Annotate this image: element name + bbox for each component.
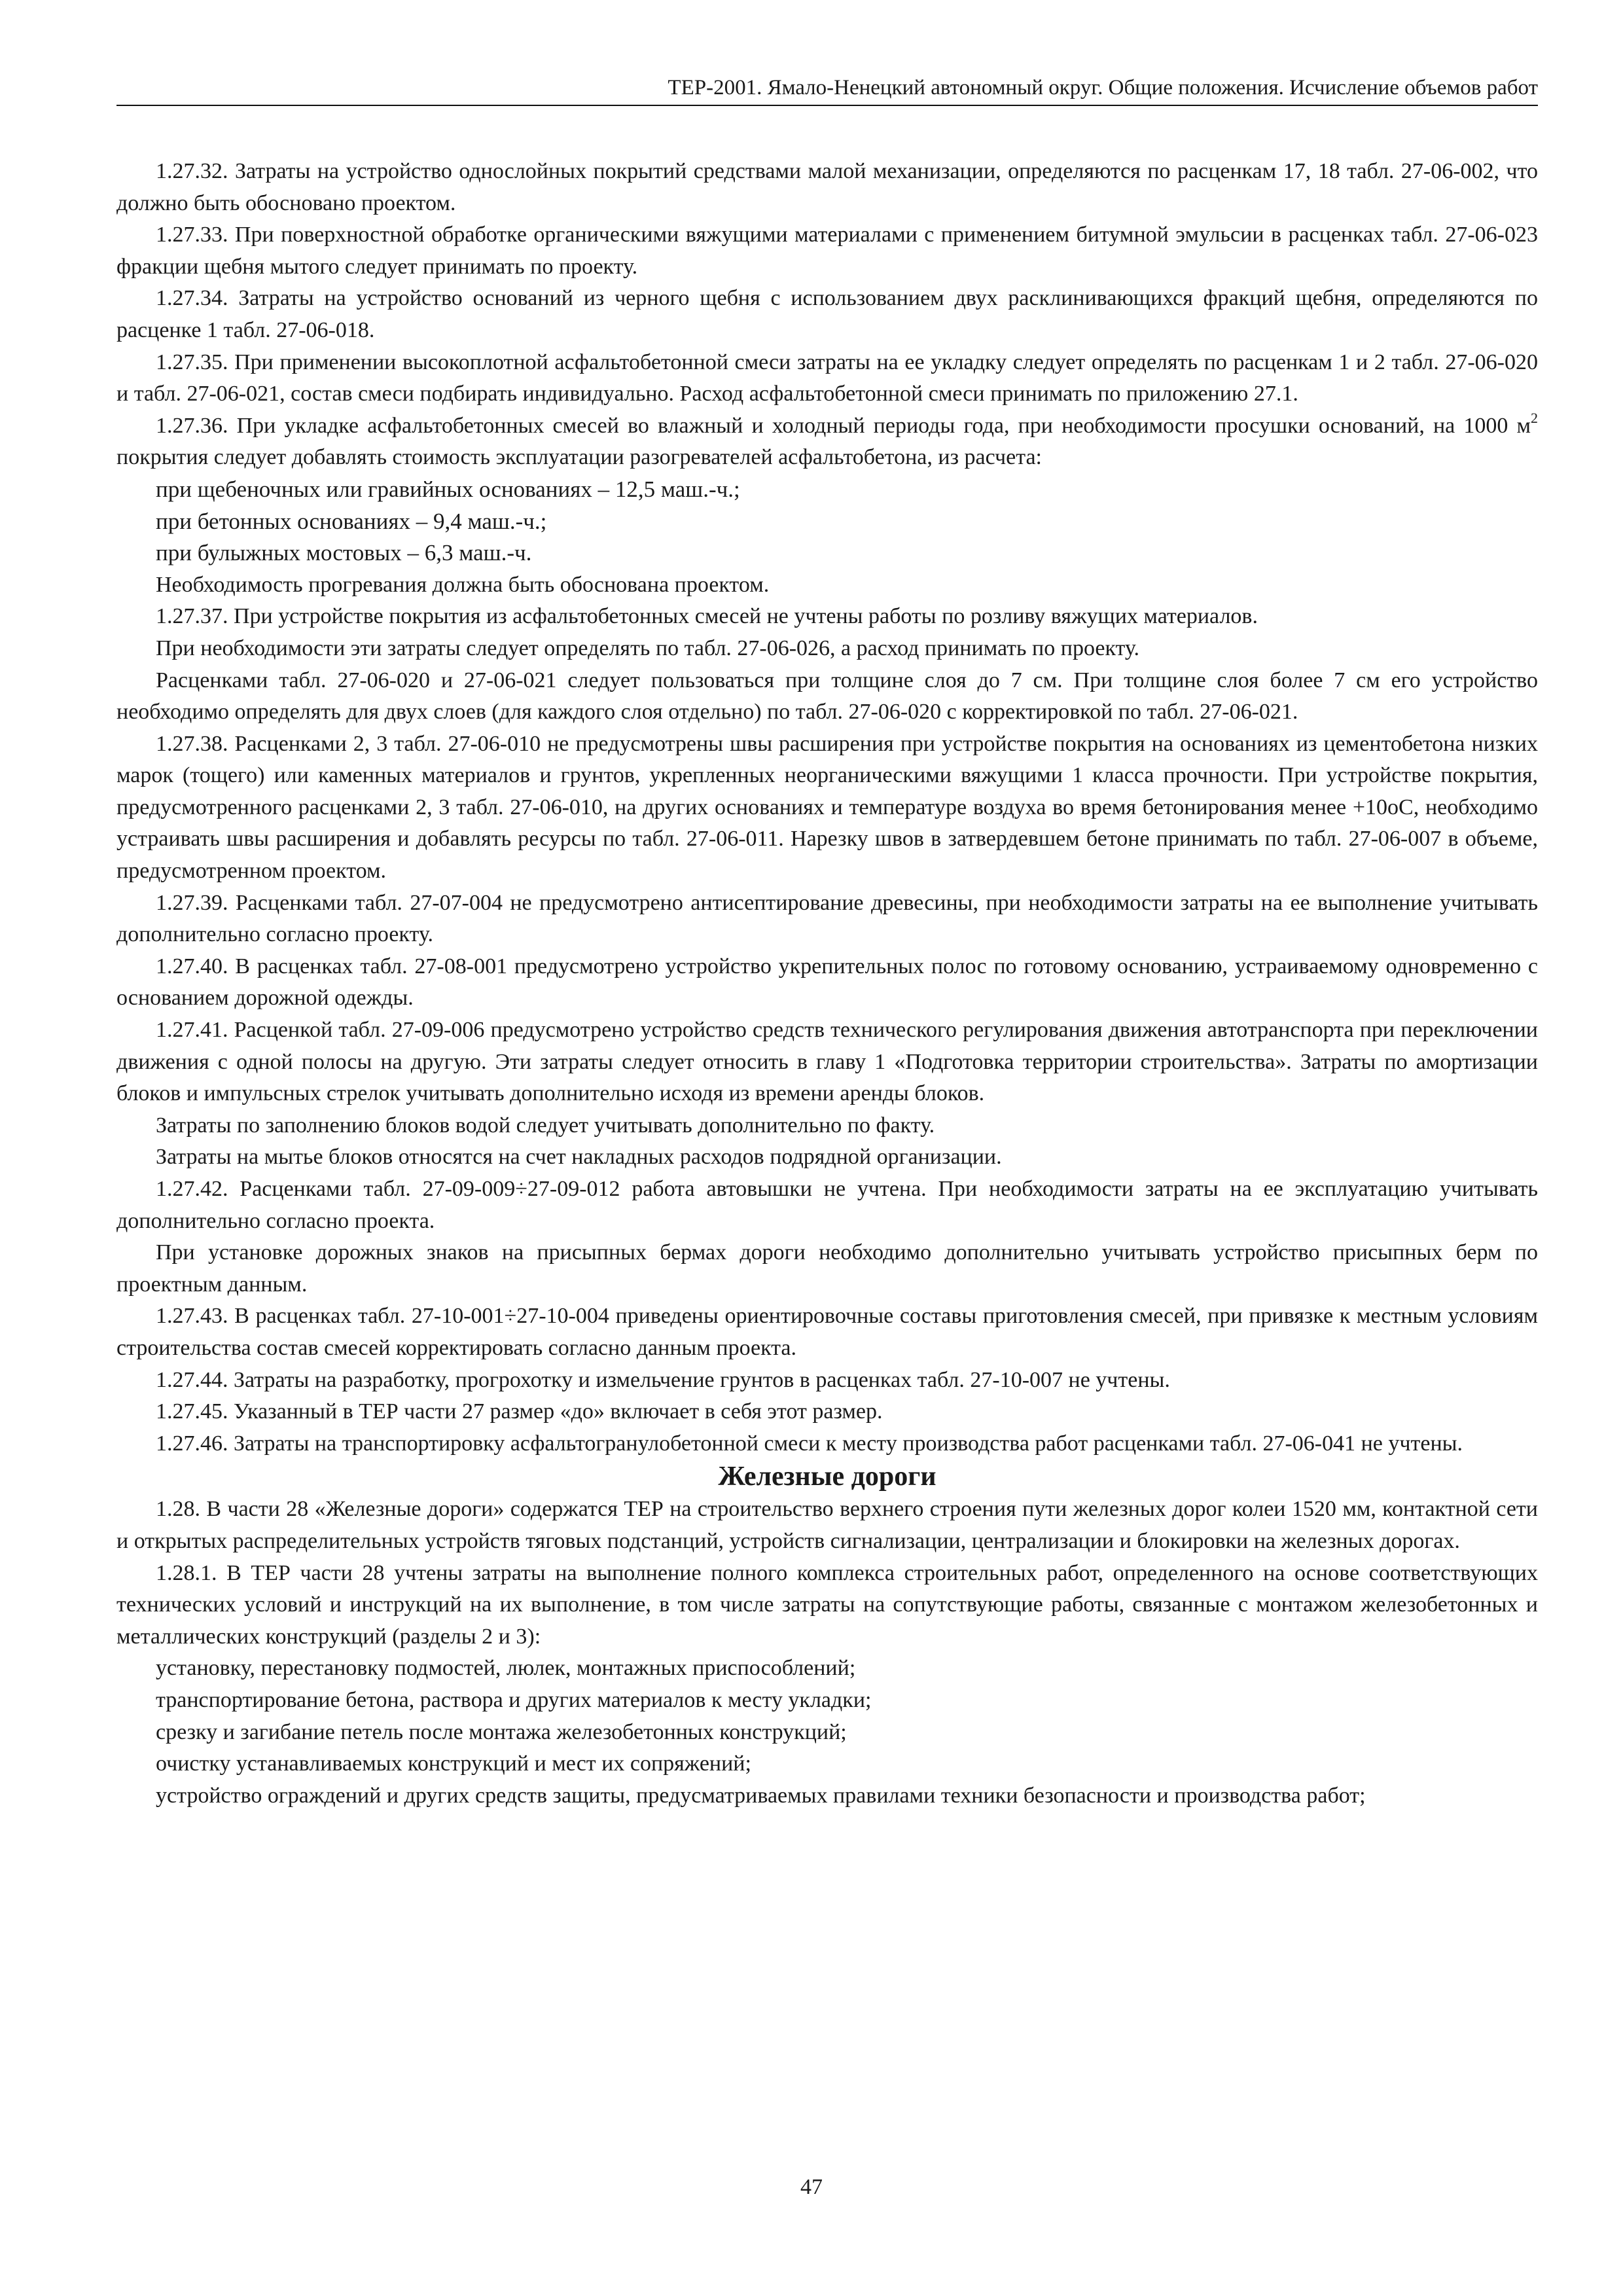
paragraph: Затраты на мытье блоков относятся на счет накладных расходов подрядной организации.	[156, 1145, 1002, 1170]
paragraph: 1.27.37. При устройстве покрытия из асфальтобетонных смесей не учтены работы по розливу вяжущих материалов.	[156, 604, 1258, 629]
paragraph: При установке дорожных знаков на присыпных бермах дороги необходимо дополнительно учитывать устройство присыпных берм по проектным данным.	[116, 1240, 1538, 1297]
list-item: при бетонных основаниях – 9,4 маш.-ч.;	[156, 508, 547, 534]
paragraph: 1.27.46. Затраты на транспортировку асфальтогранулобетонной смеси к месту производства работ расценками табл. 27-06-041 не учтены.	[156, 1431, 1463, 1456]
list-item: при щебеночных или гравийных основаниях – 12,5 маш.-ч.;	[156, 476, 740, 502]
paragraph: 1.27.34. Затраты на устройство оснований из черного щебня с использованием двух расклинивающихся фракций щебня, определяются по расценке 1 табл. 27-06-018.	[116, 286, 1538, 342]
section-title: Железные дороги	[718, 1462, 936, 1492]
paragraph: 1.28.1. В ТЕР части 28 учтены затраты на выполнение полного комплекса строительных работ, определенного на основе соответствующих технических условий и инструкций на их выполнение, в том числе затраты на сопутствующие работы, связанные с монтажом железобетонных и металлических конструкций (разделы 2 и 3):	[116, 1560, 1538, 1649]
page-number: 47	[800, 2175, 823, 2199]
paragraph: 1.28. В части 28 «Железные дороги» содержатся ТЕР на строительство верхнего строения пути железных дорог колеи 1520 мм, контактной сети и открытых распределительных устройств тяговых подстанций, устройств сигнализации, централизации и блокировки на железных дорогах.	[116, 1497, 1538, 1553]
paragraph: 1.27.42. Расценками табл. 27-09-009÷27-09-012 работа автовышки не учтена. При необходимости затраты на ее эксплуатацию учитывать дополнительно согласно проекта.	[116, 1177, 1538, 1233]
paragraph: 1.27.32. Затраты на устройство однослойных покрытий средствами малой механизации, определяются по расценкам 17, 18 табл. 27-06-002, что должно быть обосновано проектом.	[116, 159, 1538, 215]
list-item: транспортирование бетона, раствора и других материалов к месту укладки;	[156, 1687, 872, 1712]
document-body	[116, 156, 1538, 1812]
paragraph-text: покрытия следует добавлять стоимость эксплуатации разогревателей асфальтобетона, из расчета:	[116, 445, 1043, 470]
paragraph: 1.27.33. При поверхностной обработке органическими вяжущими материалами с применением битумной эмульсии в расценках табл. 27-06-023 фракции щебня мытого следует принимать по проекту.	[116, 223, 1538, 279]
list-item: устройство ограждений и других средств защиты, предусматриваемых правилами техники безопасности и производства работ;	[156, 1783, 1366, 1808]
paragraph: 1.27.38. Расценками 2, 3 табл. 27-06-010 не предусмотрены швы расширения при устройстве покрытия на основаниях из цементобетона низких марок (тощего) или каменных материалов и грунтов, укрепленных неорганическими вяжущими 1 класса прочности. При устройстве покрытия, предусмотренного расценками 2, 3 табл. 27-06-010, на других основаниях и температуре воздуха во время бетонирования менее +10оС, необходимо устраивать швы расширения и добавлять ресурсы по табл. 27-06-011. Нарезку швов в затвердевшем бетоне принимать по табл. 27-06-007 в объеме, предусмотренном проектом.	[116, 731, 1538, 884]
paragraph: При необходимости эти затраты следует определять по табл. 27-06-026, а расход принимать по проекту.	[156, 636, 1140, 660]
paragraph: Необходимость прогревания должна быть обоснована проектом.	[156, 572, 770, 597]
paragraph: 1.27.39. Расценками табл. 27-07-004 не предусмотрено антисептирование древесины, при необходимости затраты на ее выполнение учитывать дополнительно согласно проекту.	[116, 890, 1538, 947]
paragraph: 1.27.41. Расценкой табл. 27-09-006 предусмотрено устройство средств технического регулирования движения автотранспорта при переключении движения с одной полосы на другую. Эти затраты следует относить в главу 1 «Подготовка территории строительства». Затраты по амортизации блоков и импульсных стрелок учитывать дополнительно исходя из времени аренды блоков.	[116, 1018, 1538, 1106]
paragraph-text: 1.27.36. При укладке асфальтобетонных смесей во влажный и холодный периоды года, при необходимости просушки оснований, на 1000 м	[156, 413, 1531, 438]
list-item: установку, перестановку подмостей, люлек, монтажных приспособлений;	[156, 1656, 856, 1681]
superscript: 2	[1531, 410, 1538, 427]
list-item: срезку и загибание петель после монтажа железобетонных конструкций;	[156, 1719, 847, 1744]
paragraph: 1.27.44. Затраты на разработку, прогрохотку и измельчение грунтов в расценках табл. 27-10-007 не учтены.	[156, 1367, 1170, 1392]
list-item: при булыжных мостовых – 6,3 маш.-ч.	[156, 540, 532, 566]
running-header: ТЕР-2001. Ямало-Ненецкий автономный округ. Общие положения. Исчисление объемов работ	[116, 73, 1538, 106]
paragraph: 1.27.40. В расценках табл. 27-08-001 предусмотрено устройство укрепительных полос по готовому основанию, устраиваемому одновременно с основанием дорожной одежды.	[116, 954, 1538, 1011]
paragraph	[116, 410, 1538, 474]
paragraph: Расценками табл. 27-06-020 и 27-06-021 следует пользоваться при толщине слоя до 7 см. При толщине слоя более 7 см его устройство необходимо определять для двух слоев (для каждого слоя отдельно) по табл. 27-06-020 с корректировкой по табл. 27-06-021.	[116, 668, 1538, 725]
list-item: очистку устанавливаемых конструкций и мест их сопряжений;	[156, 1751, 751, 1776]
paragraph: Затраты по заполнению блоков водой следует учитывать дополнительно по факту.	[156, 1113, 935, 1138]
paragraph: 1.27.43. В расценках табл. 27-10-001÷27-10-004 приведены ориентировочные составы приготовления смесей, при привязке к местным условиям строительства состав смесей корректировать согласно данным проекта.	[116, 1304, 1538, 1360]
paragraph: 1.27.45. Указанный в ТЕР части 27 размер «до» включает в себя этот размер.	[156, 1399, 883, 1424]
paragraph: 1.27.35. При применении высокоплотной асфальтобетонной смеси затраты на ее укладку следует определять по расценкам 1 и 2 табл. 27-06-020 и табл. 27-06-021, состав смеси подбирать индивидуально. Расход асфальтобетонной смеси принимать по приложению 27.1.	[116, 350, 1538, 406]
